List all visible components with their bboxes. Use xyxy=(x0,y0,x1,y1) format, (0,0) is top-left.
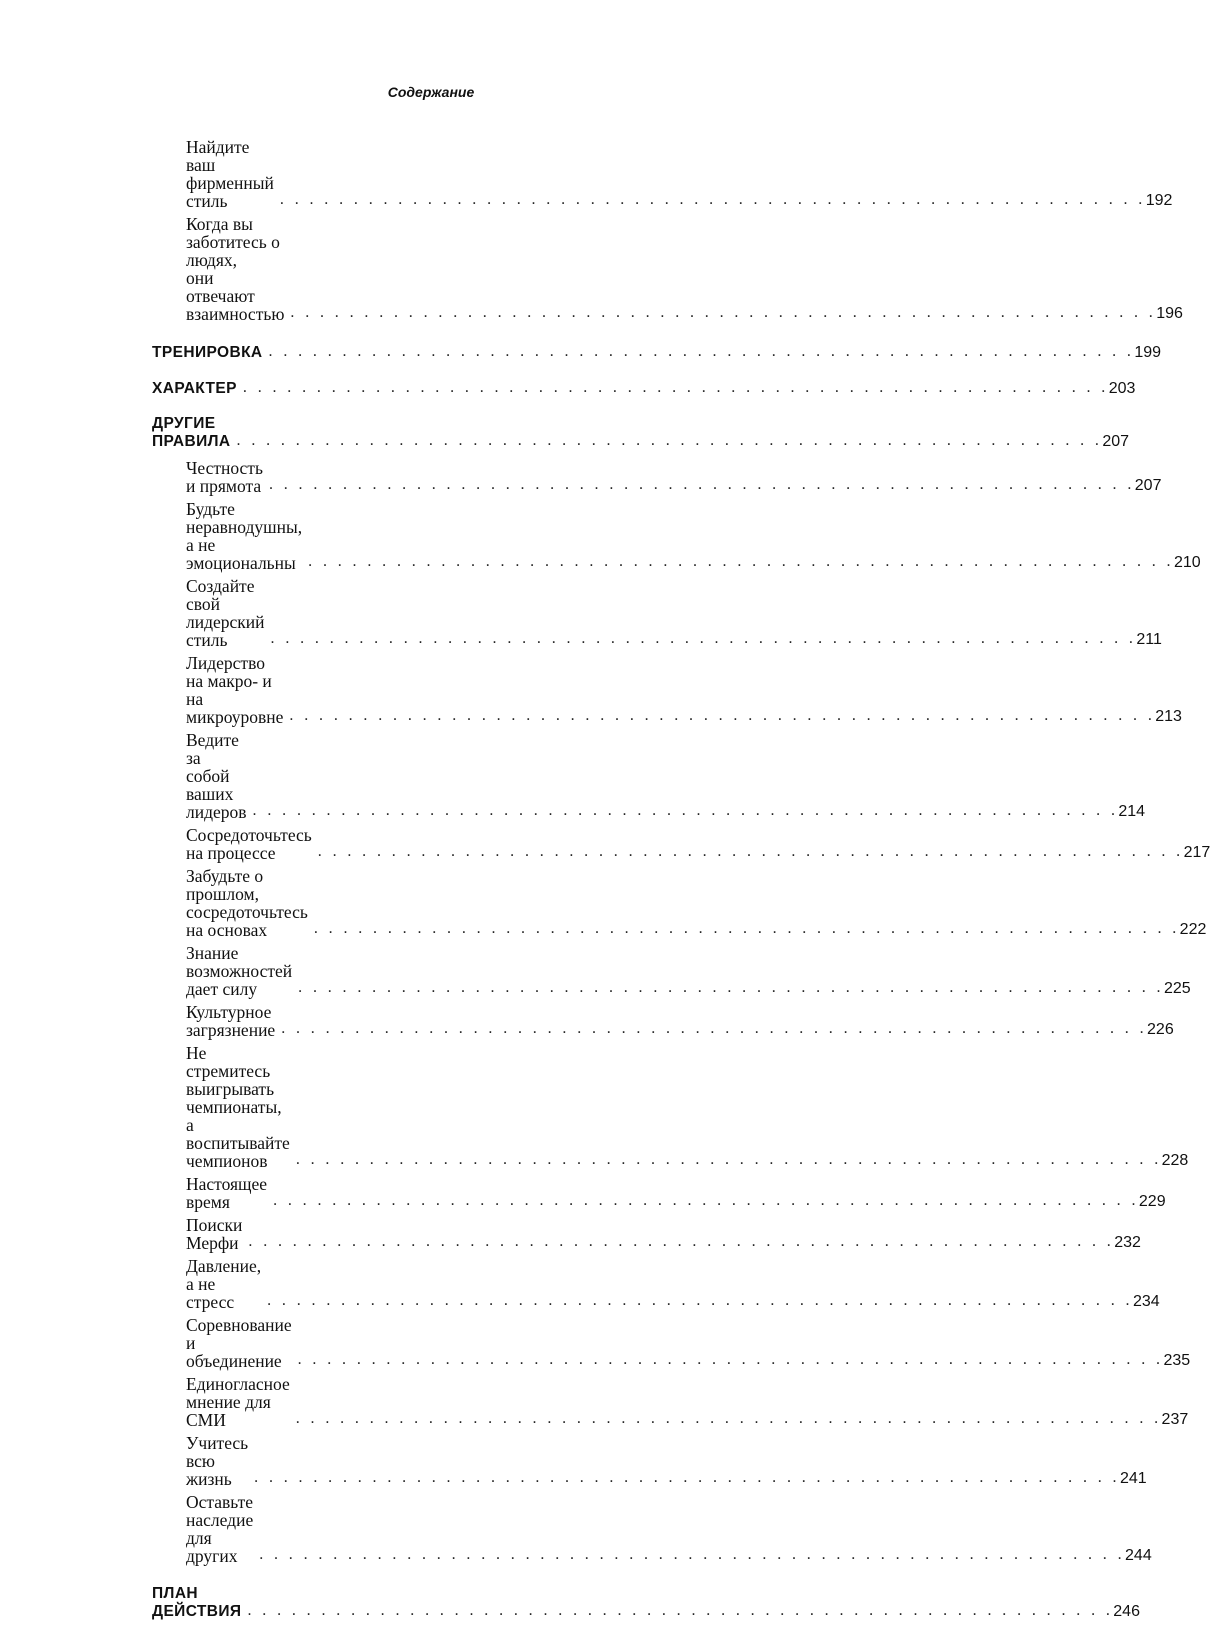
leader-dots: . . . . . . . . . . . . . . . . . . . . . . . . . . . . . . . . . . . . . . . . . . . . . . . . . . . . . . . . . . . xyxy=(268,343,1135,360)
toc-section-title: ПЛАН ДЕЙСТВИЯ xyxy=(152,1585,247,1621)
toc-entry-title: Соревнование и объединение xyxy=(186,1316,298,1370)
toc-entry[interactable] xyxy=(152,1043,1189,1171)
leader-dots: . . . . . . . . . . . . . . . . . . . . . . . . . . . . . . . . . . . . . . . . . . . . . . . . . . . . . . . . . . . xyxy=(295,1410,1162,1427)
toc-page-number: 207 xyxy=(1102,433,1130,450)
toc-entry-title: Найдите ваш фирменный стиль xyxy=(186,138,280,210)
toc-entry[interactable] xyxy=(152,866,1207,940)
toc-page-number: 244 xyxy=(1125,1547,1152,1564)
toc-entry[interactable] xyxy=(152,943,1191,999)
toc-entry-title: Единогласное мнение для СМИ xyxy=(186,1375,296,1429)
leader-dots: . . . . . . . . . . . . . . . . . . . . . . . . . . . . . . . . . . . . . . . . . . . . . . . . . . . . . . . . . . . xyxy=(290,304,1157,321)
leader-dots: . . . . . . . . . . . . . . . . . . . . . . . . . . . . . . . . . . . . . . . . . . . . . . . . . . . . . . . . . . . xyxy=(313,920,1180,937)
leader-dots: . . . . . . . . . . . . . . . . . . . . . . . . . . . . . . . . . . . . . . . . . . . . . . . . . . . . . . . . . . . xyxy=(273,1192,1139,1209)
toc-entry[interactable] xyxy=(152,1433,1147,1489)
toc-entry[interactable] xyxy=(152,730,1146,822)
toc-page-number: 196 xyxy=(1156,305,1183,322)
toc-page-number: 246 xyxy=(1113,1603,1140,1620)
toc-entry-title: Честность и прямота xyxy=(186,459,269,495)
toc-section[interactable] xyxy=(152,343,1162,362)
toc-page-number: 225 xyxy=(1163,980,1191,997)
toc-section-title: ДРУГИЕ ПРАВИЛА xyxy=(152,415,237,451)
toc-page-number: 226 xyxy=(1147,1021,1174,1038)
toc-entry-title: Поиски Мерфи xyxy=(186,1216,248,1252)
page-header-title: Содержание xyxy=(387,84,475,100)
leader-dots: . . . . . . . . . . . . . . . . . . . . . . . . . . . . . . . . . . . . . . . . . . . . . . . . . . . . . . . . . . . xyxy=(298,979,1164,996)
leader-dots: . . . . . . . . . . . . . . . . . . . . . . . . . . . . . . . . . . . . . . . . . . . . . . . . . . . . . . . . . . . xyxy=(248,1233,1115,1250)
toc-entry-title: Ведите за собой ваших лидеров xyxy=(186,731,253,821)
leader-dots: . . . . . . . . . . . . . . . . . . . . . . . . . . . . . . . . . . . . . . . . . . . . . . . . . . . . . . . . . . . xyxy=(268,476,1135,493)
leader-dots: . . . . . . . . . . . . . . . . . . . . . . . . . . . . . . . . . . . . . . . . . . . . . . . . . . . . . . . . . . . xyxy=(247,1602,1114,1619)
toc-entry[interactable] xyxy=(152,576,1162,650)
toc-entry-title: Создайте свой лидерский стиль xyxy=(186,577,271,649)
toc-entry-title: Когда вы заботитесь о людях, они отвечают взаимностью xyxy=(186,215,290,323)
toc-section[interactable] xyxy=(152,1585,1140,1621)
leader-dots: . . . . . . . . . . . . . . . . . . . . . . . . . . . . . . . . . . . . . . . . . . . . . . . . . . . . . . . . . . . xyxy=(252,802,1119,819)
toc-page-number: 217 xyxy=(1183,844,1210,861)
toc-section-title: ХАРАКТЕР xyxy=(152,380,243,398)
leader-dots: . . . . . . . . . . . . . . . . . . . . . . . . . . . . . . . . . . . . . . . . . . . . . . . . . . . . . . . . . . . xyxy=(267,1292,1133,1309)
toc-entry[interactable] xyxy=(152,825,1210,863)
toc-entry-title: Давление, а не стресс xyxy=(186,1257,267,1311)
leader-dots: . . . . . . . . . . . . . . . . . . . . . . . . . . . . . . . . . . . . . . . . . . . . . . . . . . . . . . . . . . . xyxy=(308,553,1174,570)
toc-entry-title: Лидерство на макро- и на микроуровне xyxy=(186,654,289,726)
toc-entry[interactable] xyxy=(152,1256,1160,1312)
toc-page-number: 232 xyxy=(1114,1234,1141,1251)
toc-entry-title: Культурное загрязнение xyxy=(186,1003,281,1039)
toc-page-number: 207 xyxy=(1134,477,1162,494)
leader-dots: . . . . . . . . . . . . . . . . . . . . . . . . . . . . . . . . . . . . . . . . . . . . . . . . . . . . . . . . . . . xyxy=(297,1351,1164,1368)
toc-page-number: 211 xyxy=(1136,631,1162,648)
toc-entry-title: Оставьте наследие для других xyxy=(186,1493,259,1565)
leader-dots: . . . . . . . . . . . . . . . . . . . . . . . . . . . . . . . . . . . . . . . . . . . . . . . . . . . . . . . . . . . xyxy=(295,1151,1162,1168)
leader-dots: . . . . . . . . . . . . . . . . . . . . . . . . . . . . . . . . . . . . . . . . . . . . . . . . . . . . . . . . . . . xyxy=(236,432,1103,449)
toc-entry-title: Знание возможностей дает силу xyxy=(186,944,298,998)
toc-page-number: 237 xyxy=(1161,1411,1189,1428)
toc-page-number: 192 xyxy=(1145,192,1173,209)
toc-entry-title: Сосредоточьтесь на процессе xyxy=(186,826,318,862)
toc-entry-title: Не стремитесь выигрывать чемпионаты, а воспитывайте чемпионов xyxy=(186,1044,296,1170)
leader-dots: . . . . . . . . . . . . . . . . . . . . . . . . . . . . . . . . . . . . . . . . . . . . . . . . . . . . . . . . . . . xyxy=(254,1469,1120,1486)
toc-entry[interactable] xyxy=(152,137,1173,211)
toc-entry[interactable] xyxy=(152,458,1162,496)
toc-entry[interactable] xyxy=(152,1374,1189,1430)
toc-entry[interactable] xyxy=(152,214,1183,324)
toc-entry-title: Будьте неравнодушны, а не эмоциональны xyxy=(186,500,308,572)
toc-section[interactable] xyxy=(152,379,1136,398)
toc-page-number: 235 xyxy=(1163,1352,1191,1369)
leader-dots: . . . . . . . . . . . . . . . . . . . . . . . . . . . . . . . . . . . . . . . . . . . . . . . . . . . . . . . . . . . xyxy=(281,1020,1148,1037)
toc-entry-title: Забудьте о прошлом, сосредоточьтесь на основах xyxy=(186,867,314,939)
leader-dots: . . . . . . . . . . . . . . . . . . . . . . . . . . . . . . . . . . . . . . . . . . . . . . . . . . . . . . . . . . . xyxy=(279,191,1146,208)
toc-section-title: ТРЕНИРОВКА xyxy=(152,344,269,362)
toc-entry[interactable] xyxy=(152,1174,1166,1212)
toc-page-number: 213 xyxy=(1155,708,1182,725)
toc-page-number: 228 xyxy=(1161,1152,1189,1169)
toc-page-number: 203 xyxy=(1108,380,1136,397)
leader-dots: . . . . . . . . . . . . . . . . . . . . . . . . . . . . . . . . . . . . . . . . . . . . . . . . . . . . . . . . . . . xyxy=(259,1546,1126,1563)
leader-dots: . . . . . . . . . . . . . . . . . . . . . . . . . . . . . . . . . . . . . . . . . . . . . . . . . . . . . . . . . . . xyxy=(289,707,1156,724)
toc-entry[interactable] xyxy=(152,499,1201,573)
toc-entry[interactable] xyxy=(152,1215,1141,1253)
toc-section[interactable] xyxy=(152,415,1130,451)
toc-page-number: 241 xyxy=(1119,1470,1147,1487)
toc-page-number: 210 xyxy=(1173,554,1201,571)
toc-page-number: 199 xyxy=(1134,344,1162,361)
toc-entry[interactable] xyxy=(152,1492,1152,1566)
table-of-contents xyxy=(152,137,1210,1638)
leader-dots: . . . . . . . . . . . . . . . . . . . . . . . . . . . . . . . . . . . . . . . . . . . . . . . . . . . . . . . . . . . xyxy=(242,379,1109,396)
toc-entry[interactable] xyxy=(152,1315,1191,1371)
toc-page-number: 222 xyxy=(1179,921,1207,938)
toc-entry-title: Настоящее время xyxy=(186,1175,273,1211)
leader-dots: . . . . . . . . . . . . . . . . . . . . . . . . . . . . . . . . . . . . . . . . . . . . . . . . . . . . . . . . . . . xyxy=(317,843,1184,860)
toc-page-number: 234 xyxy=(1132,1293,1160,1310)
toc-entry[interactable] xyxy=(152,1002,1174,1040)
leader-dots: . . . . . . . . . . . . . . . . . . . . . . . . . . . . . . . . . . . . . . . . . . . . . . . . . . . . . . . . . . . xyxy=(270,630,1137,647)
toc-page-number: 214 xyxy=(1118,803,1146,820)
toc-page-number: 229 xyxy=(1138,1193,1166,1210)
toc-entry-title: Учитесь всю жизнь xyxy=(186,1434,254,1488)
toc-entry[interactable] xyxy=(152,653,1182,727)
